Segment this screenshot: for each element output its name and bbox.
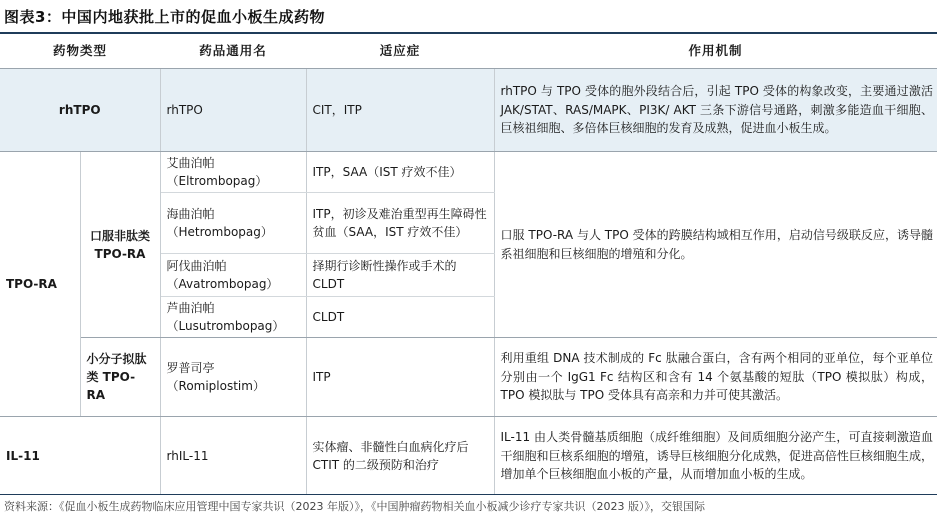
- drug-name-cell: [160, 193, 306, 254]
- drug-name-cn: 罗普司亭: [166, 361, 215, 375]
- header-name: 药品通用名: [160, 34, 306, 69]
- indication-cell: ITP: [306, 338, 494, 417]
- indication-cell: ITP，初诊及难治重型再生障碍性贫血（SAA，IST 疗效不佳）: [306, 193, 494, 254]
- drug-name-en: （Avatrombopag）: [166, 277, 279, 291]
- drug-name-en: （Romiplostim）: [166, 379, 265, 393]
- drug-name-cell: [160, 297, 306, 338]
- figure-title: 图表3：中国内地获批上市的促血小板生成药物: [4, 8, 325, 26]
- drug-name-cn: 海曲泊帕: [166, 207, 215, 221]
- mechanism-cell-il11: IL-11 由人类骨髓基质细胞（成纤维细胞）及间质细胞分泌产生，可直接刺激造血干细胞和巨核系细胞的增殖，诱导巨核细胞分化成熟，促进高倍性巨核细胞生成，增加单个巨核细胞血小板的产量，从而增加血小板的生成。: [500, 430, 934, 482]
- indication-cell: 择期行诊断性操作或手术的 CLDT: [306, 254, 494, 297]
- type-cell: rhTPO: [0, 69, 160, 152]
- mechanism-cell: rhTPO 与 TPO 受体的胞外段结合后，引起 TPO 受体的构象改变，主要通过激活 JAK/STAT、RAS/MAPK、PI3K/ AKT 三条下游信号通路，刺激多能造血干细胞、巨核祖细胞、多倍体巨核细胞的发育及成熟，促进血小板生成。: [494, 69, 937, 152]
- source-note: 资料来源：《促血小板生成药物临床应用管理中国专家共识（2023 年版）》，《中国肿瘤药物相关血小板减少诊疗专家共识（2023 版）》，交银国际: [4, 500, 705, 513]
- drug-name-en: （Eltrombopag）: [166, 174, 268, 188]
- drug-name-cn: 阿伐曲泊帕: [166, 259, 227, 273]
- drug-name-cn: 艾曲泊帕: [166, 156, 215, 170]
- drug-name-cn: 芦曲泊帕: [166, 301, 215, 315]
- indication-cell: ITP，SAA（IST 疗效不佳）: [306, 152, 494, 193]
- subtype-cell-oral: 口服非肽类 TPO-RA: [80, 152, 160, 338]
- drug-name-en: （Lusutrombopag）: [166, 319, 285, 333]
- header-type: 药物类型: [0, 34, 160, 69]
- table-row-rhtpo: [0, 69, 937, 152]
- drug-name-cell: [160, 152, 306, 193]
- drug-name-cell: [160, 338, 306, 417]
- drug-name-cell: rhTPO: [160, 69, 306, 152]
- subtype-cell-peptide: 小分子拟肽类 TPO-RA: [80, 338, 160, 417]
- indication-cell: CLDT: [306, 297, 494, 338]
- mechanism-cell-peptide: 利用重组 DNA 技术制成的 Fc 肽融合蛋白，含有两个相同的亚单位，每个亚单位分别由一个 IgG1 Fc 结构区和含有 14 个氨基酸的短肽（TPO 模拟肽）构成，TPO 模拟肽与 TPO 受体具有高亲和力并可使其激活。: [494, 338, 937, 417]
- bottom-rule: [0, 494, 937, 495]
- drug-name-cell: rhIL-11: [160, 417, 306, 496]
- drug-name-en: （Hetrombopag）: [166, 225, 273, 239]
- drug-name-cell: [160, 254, 306, 297]
- header-row: [0, 34, 937, 69]
- drug-table: [0, 34, 937, 495]
- table-row-eltrombopag: [0, 152, 937, 193]
- mechanism-cell-oral: 口服 TPO-RA 与人 TPO 受体的跨膜结构域相互作用，启动信号级联反应，诱导髓系祖细胞和巨核细胞的增殖和分化。: [494, 152, 937, 338]
- header-indication: 适应症: [306, 34, 494, 69]
- table-row-il11: [0, 417, 937, 496]
- indication-cell: CIT，ITP: [306, 69, 494, 152]
- type-cell-il11: IL-11: [0, 417, 160, 496]
- type-cell-tpora: TPO-RA: [0, 152, 80, 417]
- indication-cell: 实体瘤、非髓性白血病化疗后 CTIT 的二级预防和治疗: [306, 417, 494, 496]
- header-mechanism: 作用机制: [494, 34, 937, 69]
- table-row-romiplostim: [0, 338, 937, 417]
